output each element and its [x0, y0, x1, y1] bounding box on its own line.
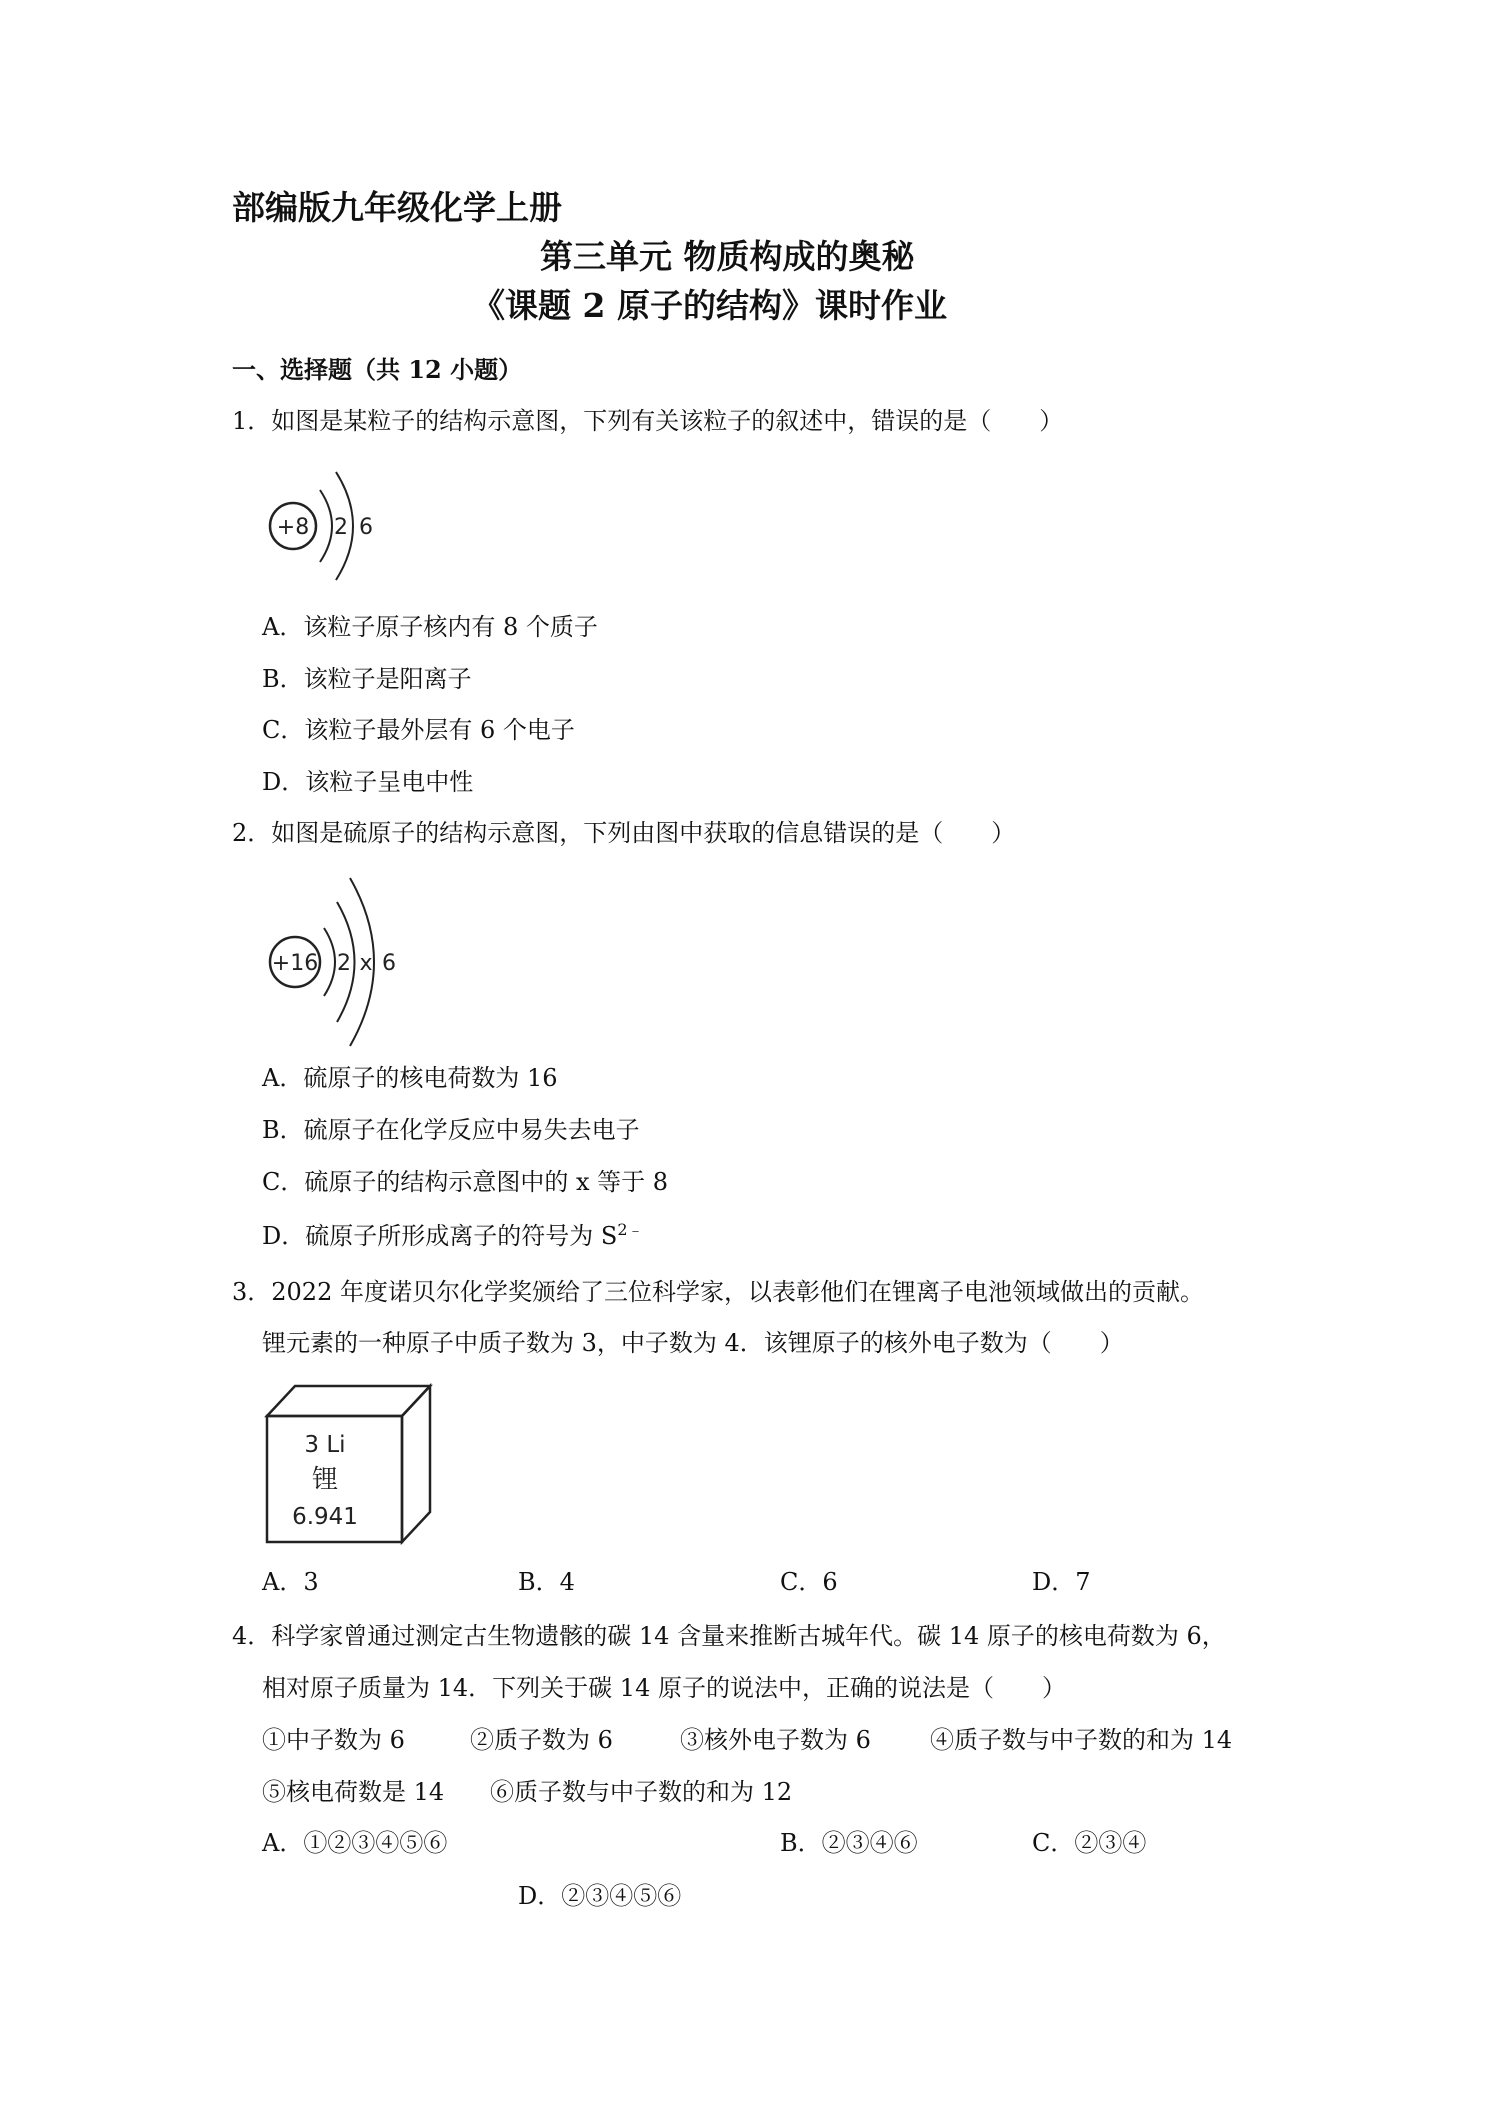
q2-option-c: C．硫原子的结构示意图中的 x 等于 8	[262, 1168, 669, 1196]
q3-element-name: 锂	[311, 1465, 339, 1495]
q4-stem-line2: 相对原子质量为 14．下列关于碳 14 原子的说法中，正确的说法是（ ）	[262, 1674, 1066, 1702]
q3-element-cube	[265, 1380, 435, 1550]
q2-option-b: B．硫原子在化学反应中易失去电子	[262, 1116, 640, 1144]
lesson-title: 《课题 2 原子的结构》课时作业	[472, 286, 947, 325]
q3-element-mass: 6.941	[292, 1504, 358, 1530]
q1-option-a: A．该粒子原子核内有 8 个质子	[262, 613, 598, 641]
q1-option-b: B．该粒子是阳离子	[262, 665, 472, 693]
q4-option-a: A．①②③④⑤⑥	[262, 1829, 448, 1857]
q1-stem: 1．如图是某粒子的结构示意图，下列有关该粒子的叙述中，错误的是（ ）	[232, 407, 1064, 435]
q4-statement-1: ①中子数为 6	[262, 1726, 405, 1754]
q2-nucleus-label: +16	[271, 951, 319, 976]
q2-option-d-text: D．硫原子所形成离子的符号为 S	[262, 1222, 618, 1250]
q1-atom-diagram	[260, 458, 400, 593]
q1-option-d: D．该粒子呈电中性	[262, 768, 474, 796]
q1-shell-1-count: 2	[334, 515, 348, 540]
q3-option-a: A．3	[262, 1568, 319, 1596]
q3-stem-line2: 锂元素的一种原子中质子数为 3，中子数为 4．该锂原子的核外电子数为（ ）	[262, 1329, 1124, 1357]
q2-atom-diagram	[262, 870, 412, 1045]
q4-option-d: D．②③④⑤⑥	[518, 1882, 682, 1910]
q2-shell-2-count: x	[359, 951, 373, 976]
q4-stem-line1: 4．科学家曾通过测定古生物遗骸的碳 14 含量来推断古城年代。碳 14 原子的核电荷数为 6，	[232, 1622, 1226, 1650]
q1-shell-2-count: 6	[359, 515, 373, 540]
q3-option-b: B．4	[518, 1568, 575, 1596]
q2-shell-1-count: 2	[337, 951, 351, 976]
q3-element-number-symbol: 3 Li	[304, 1432, 346, 1458]
q4-statement-4: ④质子数与中子数的和为 14	[930, 1726, 1233, 1754]
document-title: 部编版九年级化学上册	[232, 188, 562, 227]
unit-title: 第三单元 物质构成的奥秘	[540, 237, 915, 276]
q2-shell-3-count: 6	[382, 951, 396, 976]
q4-statement-5: ⑤核电荷数是 14	[262, 1778, 445, 1806]
q2-option-d-charge: 2﹣	[617, 1220, 644, 1239]
q4-option-c: C．②③④	[1032, 1829, 1147, 1857]
q1-option-c: C．该粒子最外层有 6 个电子	[262, 716, 575, 744]
q3-stem-line1: 3．2022 年度诺贝尔化学奖颁给了三位科学家，以表彰他们在锂离子电池领域做出的贡献。	[232, 1278, 1204, 1306]
q4-statement-6: ⑥质子数与中子数的和为 12	[490, 1778, 793, 1806]
q1-shell-1-arc	[320, 490, 332, 562]
q1-nucleus-label: +8	[276, 515, 310, 540]
q3-option-c: C．6	[780, 1568, 838, 1596]
q2-stem: 2．如图是硫原子的结构示意图，下列由图中获取的信息错误的是（ ）	[232, 819, 1016, 847]
q2-shell-1-arc	[324, 928, 335, 996]
q3-option-d: D．7	[1032, 1568, 1091, 1596]
section-title: 一、选择题（共 12 小题）	[232, 355, 523, 384]
q4-statement-3: ③核外电子数为 6	[680, 1726, 871, 1754]
q2-option-a: A．硫原子的核电荷数为 16	[262, 1064, 558, 1092]
q2-option-d	[262, 1220, 644, 1252]
q3-cube-side	[402, 1386, 430, 1542]
q4-option-b: B．②③④⑥	[780, 1829, 918, 1857]
q4-statement-2: ②质子数为 6	[470, 1726, 613, 1754]
